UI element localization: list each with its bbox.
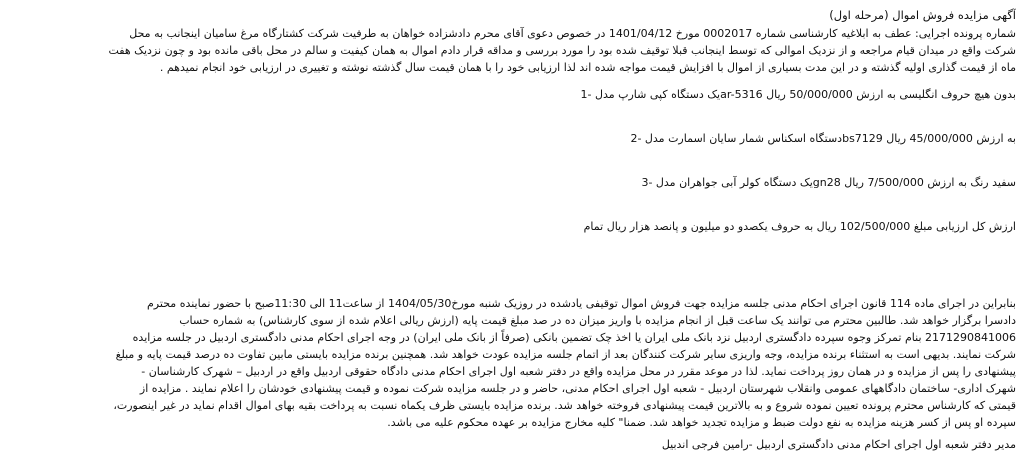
body-line-7: قیمتی که کارشناس محترم پرونده تعیین نموده شروع و به بالاترین قیمت پیشنهادی فروخته خواهد شد. برنده مزایده بایستی ظرف یکماه نسبت به پرداخت بقیه بهای اموال اقدام نماید در غیر اینصورت، <box>113 399 1016 412</box>
intro-line-3: ماه از قیمت گذاری اولیه گذشته و در این مدت بسیاری از اموال با افزایش قیمت مواجه شده اند لذا ارزیابی خود را با همان قیمت سال گذشته نوشته و تغییری در ارزیابی خود انجام نمیدهم . <box>159 61 1016 74</box>
signature-line: مدیر دفتر شعبه اول اجرای احکام مدنی دادگستری اردبیل -رامین فرجی اندبیل <box>661 438 1016 451</box>
body-line-5: پیشنهادی را پس از مزایده و در همان روز پرداخت نماید. لذا در موعد مقرر در محل مزایده واقع در دفتر شعبه اول اجرای احکام مدنی دادگاه حقوقی اردبیل واقع در اردبیل – شهرک کارشناسان - <box>141 365 1016 378</box>
body-line-4: شرکت نمایند. بدیهی است به استثناء برنده مزایده، وجه واریزی سایر شرکت کنندگان بعد از اتمام جلسه مزایده عودت خواهد شد. همچنین برنده مزایده بایستی مابین تفاوت ده درصد قیمت پایه و مبلغ <box>115 348 1016 361</box>
item-3-cooler: سفید رنگ به ارزش 7/500/000 ریال gn28یک دستگاه کولر آبی جواهران مدل -3 <box>641 176 1016 189</box>
notice-title: آگهی مزایده فروش اموال (مرحله اول) <box>829 8 1016 22</box>
body-line-3: 2171290841006 بنام تمرکز وجوه سپرده دادگستری اردبیل نزد بانک ملی ایران یا اخذ چک تضمین بانکی (صرفاً از بانک ملی ایران) در وجه اجرای احکام مدنی دادگستری اردبیل در جلسه مزایده <box>132 331 1016 344</box>
intro-line-1: شماره پرونده اجرایی: عطف به ابلاغیه کارشناسی شماره 0002017 مورخ 1401/04/12 در خصوص دعوی آقای محرم دادشزاده خواهان به طرفیت شرکت کشتارگاه مرغ سامیان اینجانب به محل <box>129 27 1016 40</box>
body-line-8: سپرده او پس از کسر هزینه مزایده به نفع دولت ضبط و مزایده تجدید خواهد شد. ضمنا" کلیه مخارج مزایده بر عهده محکوم علیه می باشد. <box>387 416 1016 429</box>
body-line-1: بنابراین در اجرای ماده 114 قانون اجرای احکام مدنی جلسه مزایده جهت فروش اموال توقیفی یادشده در روزیک شنبه مورخ1404/05/30 از ساعت11 الی 11:30صبح با حضور نماینده محترم <box>147 297 1016 310</box>
body-line-2: دادسرا برگزار خواهد شد. طالبین محترم می توانند یک ساعت قبل از انجام مزایده با واریز میزان ده در صد مبلغ قیمت پایه (ارزش ریالی اعلام شده از سوی کارشناس) به شماره حساب <box>179 314 1016 327</box>
body-line-6: شهرک اداری- ساختمان دادگاههای عمومی وانقلاب شهرستان اردبیل - شعبه اول اجرای احکام مدنی، حاضر و در جلسه مزایده شرکت نموده و قیمت پیشنهادی خودشان را اعلام نمایند . مزایده از <box>139 382 1016 395</box>
total-valuation: ارزش کل ارزیابی مبلغ 102/500/000 ریال به حروف یکصدو دو میلیون و پانصد هزار ریال تمام <box>583 220 1016 233</box>
intro-line-2: شرکت واقع در میدان قیام مراجعه و از نزدیک اموالی که توسط اینجانب قبلا توقیف شده بود را مورد بررسی و مداقه قرار دادم اموال به همان کیفیت و سالم در محل باقی مانده بود و چون نزدیک هفت <box>108 44 1016 57</box>
item-2-money-counter: به ارزش 45/000/000 ریال bs7129دستگاه اسکناس شمار سایان اسمارت مدل -2 <box>630 132 1016 145</box>
item-1-copier: بدون هیچ حروف انگلیسی به ارزش 50/000/000 ریال ar-5316یک دستگاه کپی شارپ مدل -1 <box>580 88 1016 101</box>
